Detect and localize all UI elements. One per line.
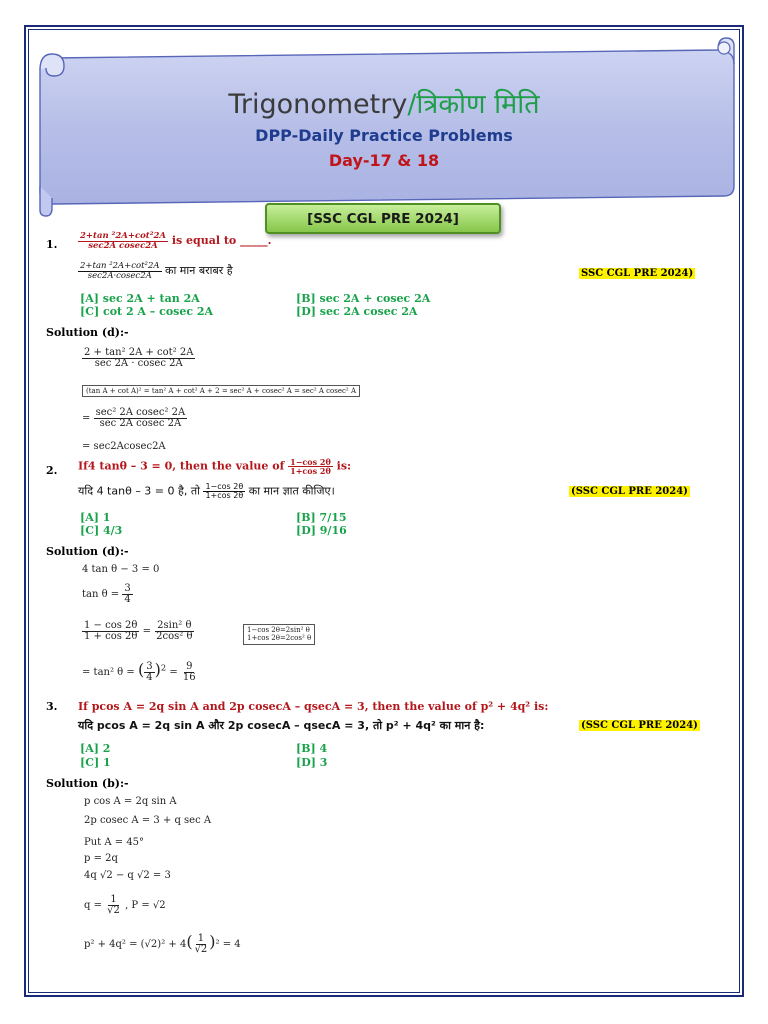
q2-frac-num: 1−cos 2θ	[290, 457, 331, 467]
q1-s1-num: 2 + tan² 2A + cot² 2A	[84, 347, 194, 358]
solution-label: Solution (d):-	[46, 545, 129, 558]
exam-tag: SSC CGL PRE 2024)	[581, 268, 694, 279]
option-a: [A] sec 2A + tan 2A	[80, 292, 200, 305]
q2-hi-suffix: का मान ज्ञात कीजिए।	[248, 484, 335, 498]
page-subtitle: DPP-Daily Practice Problems	[255, 126, 513, 145]
q2-s4-mid-num: 3	[146, 661, 153, 672]
title-hindi: त्रिकोण मिति	[416, 89, 540, 120]
q3-s7-suffix: ² = 4	[215, 939, 241, 950]
q2-hi-frac-den: 1+cos 2θ	[205, 491, 244, 500]
q3-sol-step2: 2p cosec A = 3 + q sec A	[84, 815, 212, 826]
q1-hi-frac-den: sec2A·cosec2A	[87, 270, 152, 281]
q1-sol-identity-box: (tan A + cot A)² = tan² A + cot² A + 2 = sec² A + cosec² A = sec² A cosec² A	[82, 385, 360, 397]
q3-sol-step6	[84, 895, 166, 916]
q2-frac-den: 1+cos 2θ	[290, 466, 331, 476]
q1-s1-den: sec 2A · cosec 2A	[94, 358, 183, 369]
option-d: [D] 9/16	[296, 524, 347, 537]
q2-hi-frac-num: 1−cos 2θ	[205, 482, 244, 491]
option-b: [B] sec 2A + cosec 2A	[296, 292, 431, 305]
question-2-hindi	[78, 483, 335, 500]
day-label: Day-17 & 18	[328, 151, 440, 170]
question-3-english: If pcos A = 2q sin A and 2p cosecA – qsecA = 3, then the value of p² + 4q² is:	[78, 700, 549, 713]
q2-suffix: is:	[336, 459, 352, 473]
option-b: [B] 7/15	[296, 511, 347, 524]
q2-s3-rden: 2cos² θ	[156, 631, 193, 642]
exam-tag: (SSC CGL PRE 2024)	[581, 720, 698, 731]
q2-s3-lnum: 1 − cos 2θ	[84, 620, 138, 631]
q3-sol-step3: Put A = 45°	[84, 837, 145, 848]
option-a: [A] 1	[80, 511, 111, 524]
question-number: 3.	[46, 700, 58, 713]
q1-hi-suffix: का मान बराबर है	[165, 264, 233, 277]
q2-s3-lden: 1 + cos 2θ	[84, 631, 138, 642]
q2-box-line1: 1−cos 2θ=2sin² θ	[247, 626, 310, 634]
q1-sol-step3: = $\frac{\text{sec² 2A cosec² 2A}}{\text{sec 2A cosec 2A}}$	[82, 407, 186, 429]
question-number: 2.	[46, 464, 58, 477]
title-separator: /	[407, 89, 417, 120]
q3-sol-step1: p cos A = 2q sin A	[84, 796, 177, 807]
title-english: Trigonometry	[228, 89, 408, 120]
q2-sol-step3: $\frac{1 - \cos 2\theta}{1 + \cos 2\theta}$ = $\frac{\text{2sin² θ}}{\text{2cos² θ}}$	[84, 620, 193, 642]
option-c: [C] 1	[80, 756, 111, 769]
question-3-hindi: यदि pcos A = 2q sin A और 2p cosecA – qsecA = 3, तो p² + 4q² का मान है:	[78, 719, 485, 732]
q2-prefix: If4 tanθ – 3 = 0, then the value of	[78, 459, 285, 473]
question-1-english	[78, 232, 271, 250]
q2-sol-step4: = tan² θ = ( $\frac{3}{4}$ )$^2$ = $\frac{9}{16}$	[82, 660, 196, 683]
q3-s6-den: √2	[107, 905, 120, 916]
q2-s4-mid-den: 4	[146, 672, 153, 683]
option-b: [B] 4	[296, 742, 328, 755]
exam-banner-button: [SSC CGL PRE 2024]	[265, 203, 501, 234]
q2-sol-step1: 4 tan θ − 3 = 0	[82, 564, 160, 575]
option-d: [D] 3	[296, 756, 328, 769]
exam-tag: (SSC CGL PRE 2024)	[571, 486, 688, 497]
question-1-hindi	[78, 262, 233, 280]
q2-s3-rnum: 2sin² θ	[157, 620, 192, 631]
q3-sol-step5: 4q √2 − q √2 = 3	[84, 870, 171, 881]
page-title	[0, 84, 768, 121]
q3-s6-num: 1	[110, 894, 117, 905]
q2-s4-prefix: = tan² θ =	[82, 667, 135, 678]
q3-s7-den: √2	[194, 944, 208, 955]
q2-s2-den: 4	[124, 594, 131, 605]
option-a: [A] 2	[80, 742, 111, 755]
q3-s6-suffix: , P = √2	[125, 900, 166, 911]
solution-label: Solution (b):-	[46, 777, 129, 790]
q3-sol-step7: p² + 4q² = (√2)² + 4( $\frac{1}{√2}$ )² = 4	[84, 932, 241, 955]
q2-sol-step2	[82, 584, 133, 605]
question-number: 1.	[46, 238, 58, 251]
q2-sol-identity-box	[243, 624, 315, 645]
option-c: [C] cot 2 A – cosec 2A	[80, 305, 214, 318]
q2-hi-prefix: यदि 4 tanθ – 3 = 0 है, तो	[78, 484, 200, 498]
q2-s4-eq: =	[169, 667, 178, 678]
q2-s4-res-num: 9	[186, 661, 193, 672]
q1-frac-den: sec2A cosec2A	[88, 240, 158, 251]
q1-frac-num: 2+tan ²2A+cot²2A	[80, 231, 166, 241]
q2-s2-prefix: tan θ =	[82, 589, 120, 600]
q1-sol-step4: = sec2Acosec2A	[82, 441, 166, 452]
q1-s3-den: sec 2A cosec 2A	[99, 418, 182, 429]
q1-sol-step1	[82, 348, 195, 369]
q1-s3-num: sec² 2A cosec² 2A	[95, 407, 186, 418]
q3-s7-num: 1	[197, 933, 205, 944]
option-c: [C] 4/3	[80, 524, 123, 537]
q3-s7-prefix: p² + 4q² = (√2)² + 4	[84, 939, 187, 950]
question-2-english	[78, 458, 351, 475]
q2-box-line2: 1+cos 2θ=2cos² θ	[247, 634, 312, 643]
q3-sol-step4: p = 2q	[84, 853, 118, 864]
q2-s4-res-den: 16	[182, 672, 196, 683]
q1-hi-frac-num: 2+tan ²2A+cot²2A	[80, 261, 160, 271]
q1-suffix: is equal to _____.	[171, 234, 272, 247]
q3-s6-prefix: q =	[84, 900, 102, 911]
option-d: [D] sec 2A cosec 2A	[296, 305, 418, 318]
q2-s2-num: 3	[124, 583, 131, 594]
solution-label: Solution (d):-	[46, 326, 129, 339]
